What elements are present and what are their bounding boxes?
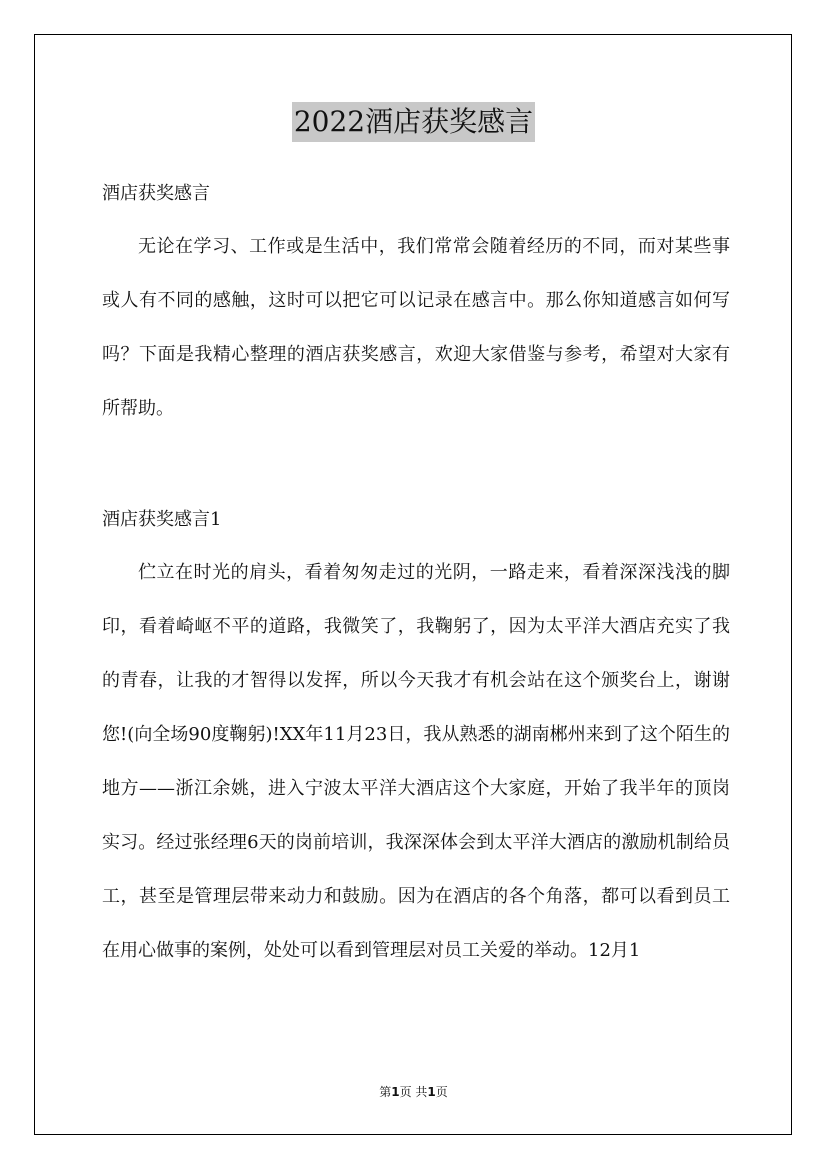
footer-page-prefix: 第 [379, 1085, 392, 1099]
footer-page-mid: 页 共 [399, 1085, 428, 1099]
section-heading: 酒店获奖感言1 [102, 509, 222, 530]
document-title: 2022酒店获奖感言 [292, 102, 535, 142]
page-footer [0, 1083, 827, 1100]
section-paragraph: 伫立在时光的肩头，看着匆匆走过的光阴，一路走来，看着深深浅浅的脚印，看着崎岖不平的道路，我微笑了，我鞠躬了，因为太平洋大酒店充实了我的青春，让我的才智得以发挥，所以今天我才有机会站在这个颁奖台上，谢谢您!(向全场90度鞠躬)!XX年11月23日，我从熟悉的湖南郴州来到了这个陌生的地方——浙江余姚，进入宁波太平洋大酒店这个大家庭，开始了我半年的顶岗实习。经过张经理6天的岗前培训，我深深体会到太平洋大酒店的激励机制给员工，甚至是管理层带来动力和鼓励。因为在酒店的各个角落，都可以看到员工在用心做事的案例，处处可以看到管理层对员工关爱的举动。12月1 [102, 562, 730, 961]
footer-page-total: 1 [427, 1085, 436, 1099]
intro-heading: 酒店获奖感言 [102, 183, 210, 204]
intro-paragraph: 无论在学习、工作或是生活中，我们常常会随着经历的不同，而对某些事或人有不同的感触，这时可以把它可以记录在感言中。那么你知道感言如何写吗？下面是我精心整理的酒店获奖感言，欢迎大家借鉴与参考，希望对大家有所帮助。 [102, 236, 730, 419]
footer-page-current: 1 [391, 1085, 400, 1099]
footer-page-suffix: 页 [435, 1085, 448, 1099]
title-container [0, 102, 827, 142]
